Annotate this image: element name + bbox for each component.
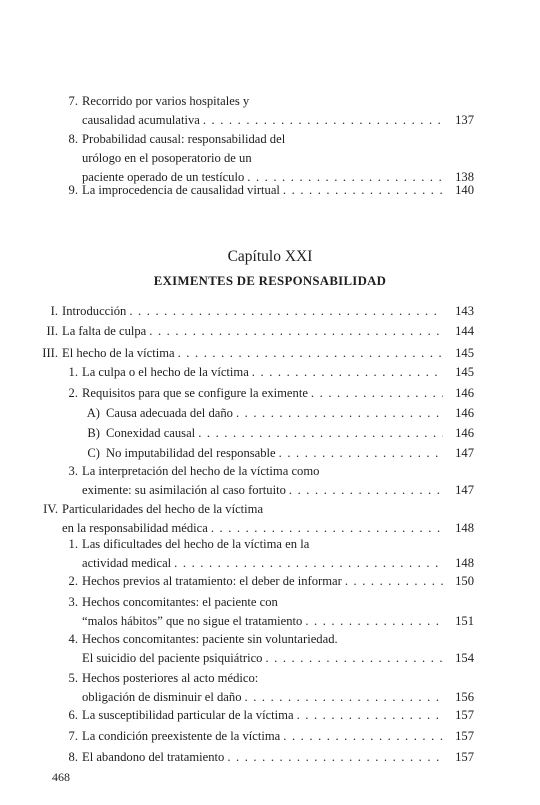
dot-leader: [311, 384, 443, 403]
toc-entry-text: paciente operado de un testículo: [82, 170, 245, 184]
toc-entry-number: B): [87, 426, 100, 440]
toc-entry-text: La interpretación del hecho de la víctima como: [82, 464, 320, 478]
toc-entry-page: 157: [455, 708, 474, 722]
toc-entry: [46, 322, 474, 341]
dot-leader: [236, 404, 443, 423]
toc-entry-text: Conexidad causal: [106, 426, 196, 440]
chapter-title: EXIMENTES DE RESPONSABILIDAD: [153, 274, 387, 288]
dot-leader: [283, 181, 443, 200]
toc-entry-page: 147: [455, 446, 474, 460]
toc-entry-number: 8.: [68, 132, 78, 146]
toc-entry-page: 140: [455, 183, 474, 197]
toc-entry-page: 150: [455, 574, 474, 588]
toc-entry-number: 4.: [68, 632, 78, 646]
toc-entry-page: 138: [455, 170, 474, 184]
dot-leader: [245, 688, 444, 707]
toc-entry-text: El suicidio del paciente psiquiátrico: [82, 651, 263, 665]
toc-entry-text: Causa adecuada del daño: [106, 406, 233, 420]
toc-entry-number: III.: [42, 346, 58, 360]
toc-entry: [68, 363, 474, 382]
toc-entry: [68, 92, 474, 130]
dot-leader: [305, 612, 443, 631]
toc-entry-page: 147: [455, 483, 474, 497]
dot-leader: [149, 322, 443, 341]
toc-entry-page: 137: [455, 113, 474, 127]
toc-entry: [42, 344, 474, 363]
toc-entry-text: Recorrido por varios hospitales y: [82, 94, 250, 108]
toc-entry: [68, 727, 474, 746]
toc-entry-page: 157: [455, 750, 474, 764]
toc-entry-text: obligación de disminuir el daño: [82, 690, 242, 704]
toc-entry-text: en la responsabilidad médica: [62, 521, 208, 535]
toc-entry-text: “malos hábitos” que no sigue el tratamiento: [82, 614, 303, 628]
toc-entry-page: 154: [455, 651, 474, 665]
dot-leader: [129, 302, 443, 321]
dot-leader: [178, 344, 443, 363]
toc-entry-text: La condición preexistente de la víctima: [82, 729, 281, 743]
dot-leader: [283, 727, 443, 746]
dot-leader: [265, 649, 443, 668]
toc-entry-page: 157: [455, 729, 474, 743]
toc-entry-text: Hechos concomitantes: paciente sin voluntariedad.: [82, 632, 338, 646]
toc-entry-page: 156: [455, 690, 474, 704]
toc-entry: [87, 424, 474, 443]
toc-entry: [68, 130, 474, 187]
toc-entry: [87, 444, 474, 463]
toc-entry-text: Probabilidad causal: responsabilidad del: [82, 132, 286, 146]
toc-entry-text: Hechos concomitantes: el paciente con: [82, 595, 278, 609]
toc-entry-page: 143: [455, 304, 474, 318]
toc-entry-number: 1.: [68, 365, 78, 379]
toc-entry-text: Las dificultades del hecho de la víctima en la: [82, 537, 310, 551]
toc-entry: [68, 462, 474, 500]
dot-leader: [227, 748, 443, 767]
toc-entry-number: IV.: [43, 502, 58, 516]
toc-entry-page: 148: [455, 556, 474, 570]
chapter-label: Capítulo XXI: [227, 248, 313, 265]
toc-entry: [68, 748, 474, 767]
toc-entry-text: eximente: su asimilación al caso fortuito: [82, 483, 286, 497]
toc-entry: [68, 593, 474, 631]
toc-entry-number: 5.: [68, 671, 78, 685]
toc-entry-page: 151: [455, 614, 474, 628]
page-number: 468: [52, 770, 70, 784]
toc-entry-text: Hechos previos al tratamiento: el deber de informar: [82, 574, 342, 588]
toc-entry: [50, 302, 474, 321]
toc-entry-page: 144: [455, 324, 474, 338]
toc-entry-text: urólogo en el posoperatorio de un: [82, 151, 252, 165]
toc-entry-text: No imputabilidad del responsable: [106, 446, 276, 460]
toc-entry-text: La susceptibilidad particular de la víctima: [82, 708, 294, 722]
dot-leader: [279, 444, 443, 463]
toc-entry-text: Hechos posteriores al acto médico:: [82, 671, 259, 685]
toc-entry: [68, 630, 474, 668]
toc-entry-text: Particularidades del hecho de la víctima: [62, 502, 264, 516]
toc-entry-number: 3.: [68, 464, 78, 478]
toc-entry-number: 7.: [68, 729, 78, 743]
toc-entry-page: 145: [455, 346, 474, 360]
toc-entry-text: Requisitos para que se configure la eximente: [82, 386, 308, 400]
toc-entry: [68, 181, 474, 200]
dot-leader: [203, 111, 443, 130]
toc-entry-text: El hecho de la víctima: [62, 346, 175, 360]
dot-leader: [252, 363, 443, 382]
toc-entry-text: La falta de culpa: [62, 324, 147, 338]
toc-entry-text: El abandono del tratamiento: [82, 750, 225, 764]
toc-entry: [68, 535, 474, 573]
toc-entry-number: 1.: [68, 537, 78, 551]
dot-leader: [289, 481, 443, 500]
toc-entry-number: 3.: [68, 595, 78, 609]
toc-entry: [68, 572, 474, 591]
toc-entry-number: C): [87, 446, 100, 460]
toc-entry-page: 146: [455, 386, 474, 400]
toc-entry: [86, 404, 474, 423]
dot-leader: [198, 424, 443, 443]
dot-leader: [345, 572, 443, 591]
toc-entry-number: A): [86, 406, 100, 420]
toc-entry-page: 146: [455, 406, 474, 420]
toc-entry-page: 145: [455, 365, 474, 379]
toc-entry-number: 7.: [68, 94, 78, 108]
toc-entry-text: La culpa o el hecho de la víctima: [82, 365, 249, 379]
toc-entry: [43, 500, 474, 538]
toc-entry-number: 6.: [68, 708, 78, 722]
toc-entry-number: II.: [46, 324, 58, 338]
toc-entry-text: Introducción: [62, 304, 127, 318]
toc-entry-text: La improcedencia de causalidad virtual: [82, 183, 280, 197]
toc-entry-number: I.: [50, 304, 58, 318]
toc-entry: [68, 706, 474, 725]
toc-entry-number: 9.: [68, 183, 78, 197]
toc-entry-number: 2.: [68, 574, 78, 588]
dot-leader: [174, 554, 443, 573]
dot-leader: [297, 706, 443, 725]
toc-entry-text: causalidad acumulativa: [82, 113, 200, 127]
toc-entry: [68, 669, 474, 707]
toc-entry-number: 8.: [68, 750, 78, 764]
toc-entry-page: 146: [455, 426, 474, 440]
toc-entry-text: actividad medical: [82, 556, 172, 570]
toc-entry-page: 148: [455, 521, 474, 535]
toc-entry-number: 2.: [68, 386, 78, 400]
toc-entry: [68, 384, 474, 403]
